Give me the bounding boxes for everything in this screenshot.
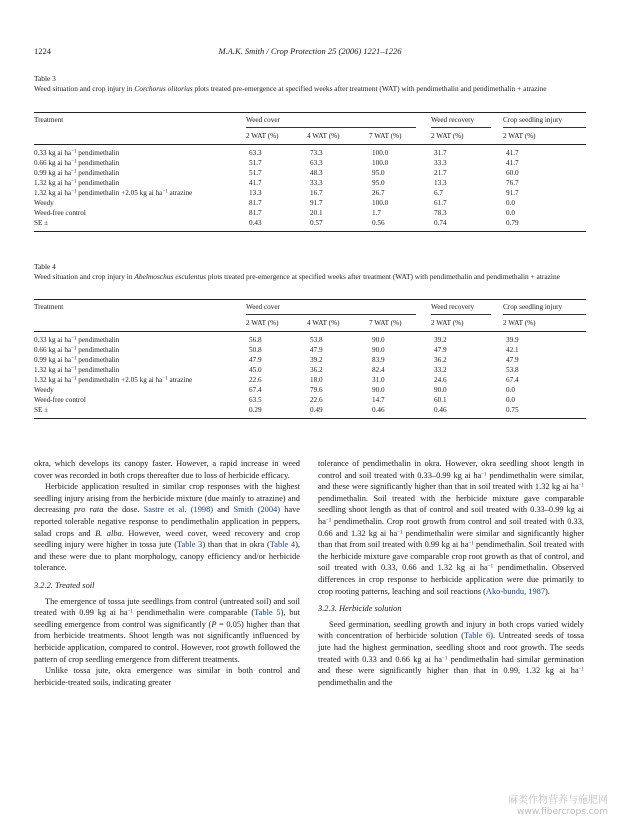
table-row-label: Weed-free control [34, 209, 86, 217]
table-cell: 0.79 [506, 219, 519, 227]
table-cell: 0.56 [372, 219, 385, 227]
table-subheader: 4 WAT (%) [307, 132, 340, 140]
table-subheader: 2 WAT (%) [246, 132, 279, 140]
table-cell: 0.43 [249, 219, 262, 227]
table-cell: 21.7 [434, 169, 447, 177]
table-row-label: SE ± [34, 219, 49, 227]
table-link[interactable]: Table 3 [177, 540, 203, 550]
table-group-header: Crop seedling injury [503, 303, 563, 311]
table-cell: 1.7 [372, 209, 381, 217]
table-cell: 82.4 [372, 366, 385, 374]
table-cell: 33.2 [434, 366, 447, 374]
table-row-label: 0.99 kg ai $ha^{-1}$ pendimethalin [34, 169, 120, 177]
paragraph: tolerance of pendimethalin in okra. However, okra seedling shoot length in control and soil treated with 0.33–0.99 kg ai $ha^{-1}$ pendimethalin were similar, and these were significantly higher than that in soil treated with 1.32 kg ai $ha^{-1}$ pendimethalin. Soil treated with the herbicide mixture gave comparable seedling shoot length as that of control and soil treated with 0.33–0.99 kg ai $ha^{-1}$ pendimethalin. Crop root growth from control and soil treated with 0.33, 0.66 and 1.32 kg ai $ha^{-1}$ pendimethalin were similar and significantly higher than that from soil treated with 0.99 kg ai $ha^{-1}$ pendimethalin. Soil treated with the herbicide mixture gave comparable crop root growth as that of control, and soil treated with 0.33, 0.66 and 1.32 kg ai $ha^{-1}$ pendimethalin. Observed differences in crop response to herbicide application were due primarily to crop rooting patterns, leaching and soil reactions (Ako-bundu, 1987). [318, 459, 584, 596]
table-cell: 39.9 [506, 336, 519, 344]
table-cell: 53.8 [506, 366, 519, 374]
table-cell: 51.7 [249, 169, 262, 177]
table-cell: 100.0 [372, 149, 389, 157]
table-cell: 60.1 [434, 396, 447, 404]
table-cell: 0.46 [372, 406, 385, 414]
watermark-line: 麻类作物营养与施肥网 [508, 795, 608, 806]
table-cell: 22.6 [249, 376, 262, 384]
table-row-label: 1.32 kg ai $ha^{-1}$ pendimethalin +2.05 kg ai $ha^{-1}$ atrazine [34, 189, 193, 197]
table-cell: 45.0 [249, 366, 262, 374]
table-cell: 0.0 [506, 386, 515, 394]
table-cell: 0.49 [310, 406, 323, 414]
table-top-rule [34, 112, 586, 113]
table-cell: 31.7 [434, 149, 447, 157]
table-cell: 16.7 [310, 189, 323, 197]
table-cell: 78.3 [434, 209, 447, 217]
table-cell: 67.4 [506, 376, 519, 384]
table-cell: 47.9 [310, 346, 323, 354]
watermark-url: www.fibercrops.com [517, 807, 608, 817]
table4-caption: Table 4 Weed situation and crop injury in Abelmoschus esculentus plots treated pre-emergence at specified weeks after treatment (WAT) with pendimethalin and pendimethalin + atrazine [34, 262, 586, 282]
table-row-label: Weedy [34, 386, 54, 394]
table-cell: 61.7 [434, 199, 447, 207]
table-row-label: 1.32 kg ai $ha^{-1}$ pendimethalin +2.05 kg ai $ha^{-1}$ atrazine [34, 376, 193, 384]
table-cell: 63.3 [310, 159, 323, 167]
table-cell: 26.7 [372, 189, 385, 197]
running-head: M.A.K. Smith / Crop Protection 25 (2006) 1221–1226 [218, 46, 402, 56]
table-cell: 31.0 [372, 376, 385, 384]
table-cell: 47.9 [506, 356, 519, 364]
page-number: 1224 [34, 46, 51, 56]
table-cell: 90.0 [434, 386, 447, 394]
table-cell: 0.46 [434, 406, 447, 414]
table-subheader: 7 WAT (%) [369, 319, 402, 327]
paragraph: Seed germination, seedling growth and injury in both crops varied widely with concentration of herbicide solution (Table 6). Untreated seeds of tossa jute had the highest germination, seedling shoot and root growth. The seeds treated with 0.33 and 0.66 kg ai $ha^{-1}$ pendimethalin had similar germination and these were significantly higher than that in 0.99, 1.32 kg ai $ha^{-1}$ pendimethalin and the [318, 619, 584, 687]
table-subrule [246, 127, 416, 128]
table-subheader: 2 WAT (%) [246, 319, 279, 327]
table-subrule [246, 314, 416, 315]
table-cell: 0.0 [506, 209, 515, 217]
table-cell: 73.3 [310, 149, 323, 157]
table-cell: 90.0 [372, 346, 385, 354]
table-cell: 81.7 [249, 199, 262, 207]
table-cell: 51.7 [249, 159, 262, 167]
table-link[interactable]: Table 5 [254, 608, 281, 618]
table-row-label: 0.33 kg ai $ha^{-1}$ pendimethalin [34, 336, 120, 344]
table-cell: 20.1 [310, 209, 323, 217]
table-row-label: 0.66 kg ai $ha^{-1}$ pendimethalin [34, 159, 120, 167]
table-cell: 0.0 [506, 396, 515, 404]
watermark [508, 795, 608, 818]
table-cell: 50.8 [249, 346, 262, 354]
table-cell: 95.0 [372, 179, 385, 187]
table-cell: 0.57 [310, 219, 323, 227]
table-subheader: 7 WAT (%) [369, 132, 402, 140]
table-cell: 33.3 [310, 179, 323, 187]
paragraph: The emergence of tossa jute seedlings from control (untreated soil) and soil treated with 0.99 kg ai $ha^{-1}$ pendimethalin were comparable (Table 5), but seedling emergence from control was significantly (P = 0.05) higher than that from herbicide treatments. Shoot length was not significantly influenced by herbicide application, compared to control. However, root growth followed the pattern of crop seedling emergence from different treatments. [34, 596, 300, 664]
table-cell: 39.2 [434, 336, 447, 344]
running-header [34, 46, 586, 58]
table-row-label: 0.66 kg ai $ha^{-1}$ pendimethalin [34, 346, 120, 354]
table-cell: 81.7 [249, 209, 262, 217]
table-subheader: 2 WAT (%) [431, 132, 464, 140]
table-cell: 36.2 [310, 366, 323, 374]
table-cell: 36.2 [434, 356, 447, 364]
citation-link[interactable]: Ako-bundu, 1987 [485, 586, 546, 596]
table-cell: 63.5 [249, 396, 262, 404]
table-cell: 41.7 [249, 179, 262, 187]
table-cell: 67.4 [249, 386, 262, 394]
table-cell: 39.2 [310, 356, 323, 364]
table-group-header: Weed cover [246, 116, 280, 124]
table4-label: Table 4 [34, 262, 56, 271]
table-cell: 95.0 [372, 169, 385, 177]
table-cell: 0.75 [506, 406, 519, 414]
table-row-label: SE ± [34, 406, 49, 414]
table-cell: 41.7 [506, 149, 519, 157]
left-column [34, 458, 300, 688]
section-heading: 3.2.2. Treated soil [34, 580, 95, 590]
table-link[interactable]: Table 6 [463, 631, 491, 641]
table3-caption: Table 3 Weed situation and crop injury in Corchorus olitorius plots treated pre-emergence at specified weeks after treatment (WAT) with pendimethalin and pendimethalin + atrazine [34, 74, 586, 94]
table-group-header: Weed recovery [431, 116, 475, 124]
table-cell: 42.1 [506, 346, 519, 354]
table-cell: 18.0 [310, 376, 323, 384]
table-cell: 90.0 [372, 386, 385, 394]
table-cell: 24.6 [434, 376, 447, 384]
section-heading: 3.2.3. Herbicide solution [318, 604, 402, 614]
table-cell: 33.3 [434, 159, 447, 167]
table-group-header: Weed recovery [431, 303, 475, 311]
table-cell: 13.3 [249, 189, 262, 197]
right-column [318, 458, 584, 688]
table-cell: 6.7 [434, 189, 443, 197]
table-row-label: 1.32 kg ai $ha^{-1}$ pendimethalin [34, 366, 120, 374]
table-cell: 91.7 [506, 189, 519, 197]
table-cell: 47.9 [434, 346, 447, 354]
table-subrule [503, 314, 586, 315]
table-row-label: 0.33 kg ai $ha^{-1}$ pendimethalin [34, 149, 120, 157]
table-cell: 76.7 [506, 179, 519, 187]
table-cell: 83.9 [372, 356, 385, 364]
table-header-treatment: Treatment [34, 303, 64, 311]
table-group-header: Weed cover [246, 303, 280, 311]
table-cell: 91.7 [310, 199, 323, 207]
table-cell: 56.8 [249, 336, 262, 344]
table-row-label: Weed-free control [34, 396, 86, 404]
paragraph: Unlike tossa jute, okra emergence was similar in both control and herbicide-treated soils, indicating greater [34, 666, 300, 687]
table-cell: 79.6 [310, 386, 323, 394]
table-top-rule [34, 299, 586, 300]
table-cell: 14.7 [372, 396, 385, 404]
table-cell: 47.9 [249, 356, 262, 364]
table-cell: 100.0 [372, 159, 389, 167]
table-cell: 0.74 [434, 219, 447, 227]
table-cell: 22.6 [310, 396, 323, 404]
citation-link[interactable]: Smith (2004) [233, 505, 281, 515]
table-cell: 53.8 [310, 336, 323, 344]
table-cell: 63.3 [249, 149, 262, 157]
table-subrule [431, 127, 491, 128]
table-cell: 13.3 [434, 179, 447, 187]
table-cell: 60.0 [506, 169, 519, 177]
paragraph: okra, which develops its canopy faster. However, a rapid increase in weed cover was recorded in both crops thereafter due to loss of herbicide efficacy. [34, 459, 300, 480]
table-cell: 0.29 [249, 406, 262, 414]
table4-species: Abelmoschus esculentus [134, 272, 207, 281]
table-header-rule [34, 331, 586, 332]
table-subheader: 2 WAT (%) [431, 319, 464, 327]
table3-label: Table 3 [34, 74, 56, 83]
table-subheader: 2 WAT (%) [503, 319, 536, 327]
table-cell: 100.0 [372, 199, 389, 207]
table-subheader: 2 WAT (%) [503, 132, 536, 140]
table-link[interactable]: Table 4 [269, 540, 296, 550]
table-cell: 48.3 [310, 169, 323, 177]
table-subheader: 4 WAT (%) [307, 319, 340, 327]
table-row-label: 1.32 kg ai $ha^{-1}$ pendimethalin [34, 179, 120, 187]
table-row-label: 0.99 kg ai $ha^{-1}$ pendimethalin [34, 356, 120, 364]
table-cell: 41.7 [506, 159, 519, 167]
table-cell: 90.0 [372, 336, 385, 344]
citation-link[interactable]: Sastre et al. (1998) [143, 505, 214, 515]
table-subrule [431, 314, 491, 315]
table-bottom-rule [34, 231, 586, 232]
table-cell: 0.0 [506, 199, 515, 207]
table-header-rule [34, 144, 586, 145]
table-header-treatment: Treatment [34, 116, 64, 124]
paragraph: Herbicide application resulted in similar crop responses with the highest seedling injury arising from the herbicide mixture (due mainly to atrazine) and decreasing pro rata the dose. Sastre et al. (1998) and Smith (2004) have reported tolerable negative response to pendimethalin application in peppers, salad crops and B. alba. However, weed cover, weed recovery and crop seedling injury were higher in tossa jute (Table 3) than that in okra (Table 4), and these were due to plant morphology, canopy efficiency and/or herbicide tolerance. [34, 482, 301, 573]
table-row-label: Weedy [34, 199, 54, 207]
table-bottom-rule [34, 418, 586, 419]
table-group-header: Crop seedling injury [503, 116, 563, 124]
table-subrule [503, 127, 586, 128]
table3-species: Corchorus olitorius [134, 84, 193, 93]
